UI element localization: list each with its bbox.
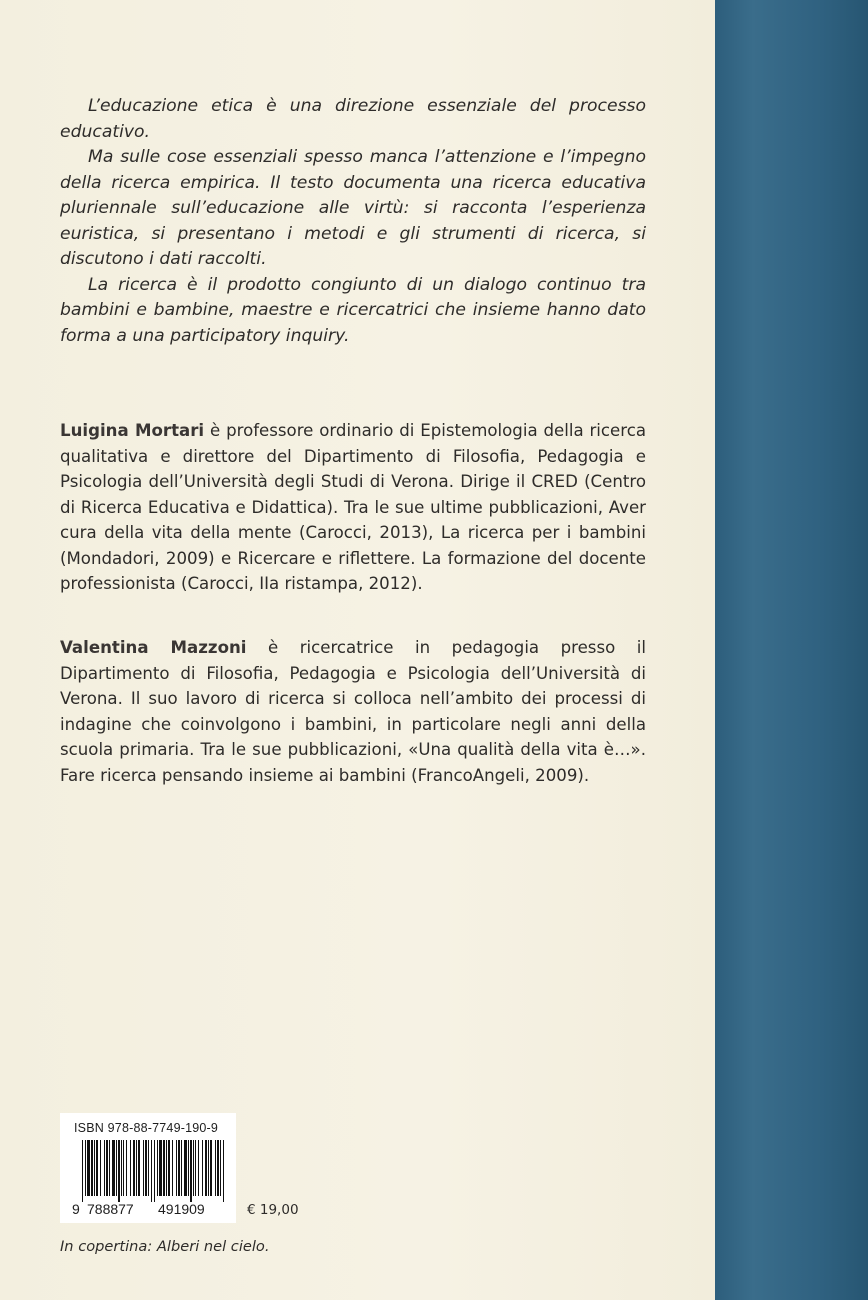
- barcode-bar: [178, 1140, 180, 1196]
- barcode-bar: [220, 1140, 221, 1196]
- barcode-bar: [96, 1140, 98, 1196]
- barcode-bar: [106, 1140, 108, 1196]
- barcode-bars: [72, 1140, 230, 1202]
- blurb-paragraph: L’educazione etica è una direzione essenziale del processo educativo.: [60, 96, 646, 142]
- barcode-bar: [109, 1140, 110, 1196]
- barcode-bar: [148, 1140, 149, 1196]
- barcode-bar: [123, 1140, 124, 1196]
- barcode-bar: [215, 1140, 216, 1196]
- cover-image-credit: In copertina: Alberi nel cielo.: [60, 1238, 270, 1255]
- barcode-digit-prefix: 9: [72, 1201, 80, 1217]
- author-bio-text: è professore ordinario di Epistemologia della ricerca qualitativa e direttore del Dipartimento di Filosofia, Pedagogia e Psicologia dell’Università degli Studi di Verona. Dirige il CRED (Centro di Ricerca Educativa e Didattica). Tra le sue ultime pubblicazioni, Aver cura della vita della mente (Carocci, 2013), La ricerca per i bambini (Mondadori, 2009) e Ricercare e riflettere. La formazione del docente professionista (Carocci, IIa ristampa, 2012).: [60, 421, 646, 593]
- barcode-bar: [217, 1140, 219, 1196]
- isbn-label: ISBN 978-88-7749-190-9: [74, 1121, 219, 1135]
- barcode-bar: [151, 1140, 152, 1202]
- barcode-bar: [121, 1140, 122, 1196]
- barcode-bar: [154, 1140, 155, 1202]
- barcode-bar: [145, 1140, 147, 1196]
- barcode-bar: [159, 1140, 162, 1196]
- author-name: Luigina Mortari: [60, 421, 205, 440]
- blurb-paragraph: Ma sulle cose essenziali spesso manca l’attenzione e l’impegno della ricerca empirica. Il testo documenta una ricerca educativa pluriennale sull’educazione alle virtù: si racconta l’esperienza euristica, si presentano i metodi e gli strumenti di ricerca, si discutono i dati raccolti.: [60, 147, 646, 269]
- barcode-bar: [133, 1140, 135, 1196]
- barcode-bar: [87, 1140, 90, 1196]
- author-bio-mazzoni: [60, 635, 646, 788]
- barcode-bar: [112, 1140, 115, 1196]
- barcode-digits-right: 491909: [158, 1201, 205, 1217]
- barcode-bar: [181, 1140, 182, 1196]
- barcode-bar: [172, 1140, 173, 1196]
- blurb-paragraph: La ricerca è il prodotto congiunto di un dialogo continuo tra bambini e bambine, maestre e ricercatrici che insieme hanno dato forma a una participatory inquiry.: [60, 274, 646, 346]
- barcode-bar: [126, 1140, 127, 1196]
- barcode-bar: [208, 1140, 209, 1196]
- barcode-bar: [143, 1140, 144, 1196]
- barcode-bar: [166, 1140, 167, 1196]
- price: € 19,00: [247, 1202, 299, 1218]
- cover-blurb: [60, 94, 646, 349]
- barcode-bar: [100, 1140, 101, 1196]
- barcode-bar: [188, 1140, 189, 1196]
- barcode-bar: [195, 1140, 196, 1196]
- isbn-barcode: [60, 1113, 236, 1223]
- barcode-bar: [157, 1140, 158, 1196]
- barcode-bar: [130, 1140, 131, 1196]
- barcode-bar: [168, 1140, 170, 1196]
- spine-color-band: [715, 0, 868, 1300]
- barcode-bar: [210, 1140, 212, 1196]
- barcode-digits: [72, 1201, 230, 1219]
- barcode-digits-left: 788877: [87, 1201, 134, 1217]
- author-bio-text: è ricercatrice in pedagogia presso il Dipartimento di Filosofia, Pedagogia e Psicologia dell’Università di Verona. Il suo lavoro di ricerca si colloca nell’ambito dei processi di indagine che coinvolgono i bambini, in particolare negli anni della scuola primaria. Tra le sue pubblicazioni, «Una qualità della vita è…». Fare ricerca pensando insieme ai bambini (FrancoAngeli, 2009).: [60, 638, 646, 785]
- barcode-bar: [184, 1140, 187, 1196]
- barcode-bar: [116, 1140, 117, 1196]
- author-name: Valentina Mazzoni: [60, 638, 247, 657]
- barcode-bar: [94, 1140, 95, 1196]
- barcode-bar: [82, 1140, 83, 1202]
- barcode-bar: [118, 1140, 120, 1202]
- barcode-bar: [202, 1140, 203, 1196]
- barcode-bar: [205, 1140, 207, 1196]
- barcode-bar: [198, 1140, 199, 1196]
- barcode-bar: [136, 1140, 137, 1196]
- barcode-bar: [223, 1140, 224, 1202]
- author-bio-mortari: [60, 418, 646, 597]
- barcode-bar: [190, 1140, 192, 1202]
- barcode-bar: [176, 1140, 177, 1196]
- barcode-bar: [104, 1140, 105, 1196]
- barcode-bar: [163, 1140, 165, 1196]
- barcode-bar: [85, 1140, 86, 1196]
- barcode-bar: [193, 1140, 194, 1196]
- barcode-bar: [138, 1140, 140, 1196]
- barcode-bar: [91, 1140, 93, 1196]
